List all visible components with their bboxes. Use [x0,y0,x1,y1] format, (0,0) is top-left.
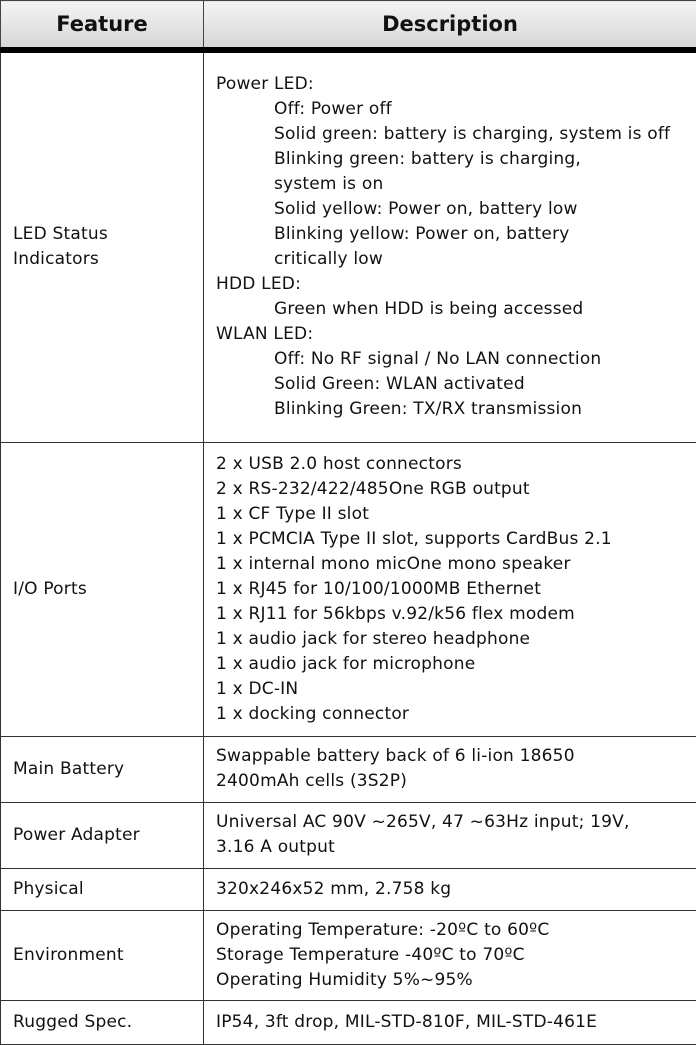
io-port-item: 1 x audio jack for stereo headphone [216,628,531,649]
column-header-feature: Feature [1,1,204,51]
power-led-state: Solid green: battery is charging, system is off [274,124,671,145]
feature-cell-adapter: Power Adapter [1,802,204,868]
feature-cell-led [1,50,204,442]
environment-line: Operating Humidity 5%~95% [216,969,473,990]
feature-label: LED Status [13,224,108,245]
rugged-line: IP54, 3ft drop, MIL-STD-810F, MIL-STD-461E [216,1011,598,1032]
table-row-battery [1,736,696,802]
environment-line: Storage Temperature -40ºC to 70ºC [216,944,525,965]
feature-cell-physical: Physical [1,868,204,910]
adapter-line: 3.16 A output [216,837,335,857]
table-row-io [1,442,696,736]
physical-line: 320x246x52 mm, 2.758 kg [216,878,452,899]
hdd-led-title: HDD LED: [216,274,301,295]
wlan-led-state: Off: No RF signal / No LAN connection [274,349,602,370]
description-cell-physical [204,868,696,910]
table-row-physical [1,868,696,910]
wlan-led-state: Blinking Green: TX/RX transmission [274,399,583,420]
battery-line: Swappable battery back of 6 li-ion 18650 [216,746,575,766]
io-port-item: 1 x PCMCIA Type II slot, supports CardBus 2.1 [216,528,612,549]
description-cell-led [204,50,696,442]
io-port-item: 1 x internal mono micOne mono speaker [216,553,571,574]
table-row-adapter [1,802,696,868]
battery-line: 2400mAh cells (3S2P) [216,771,408,791]
description-cell-adapter [204,802,696,868]
io-port-item: 1 x DC-IN [216,678,299,699]
power-led-title: Power LED: [216,74,314,95]
io-port-item: 1 x RJ11 for 56kbps v.92/k56 flex modem [216,603,575,624]
environment-line: Operating Temperature: -20ºC to 60ºC [216,919,550,940]
power-led-state: Solid yellow: Power on, battery low [274,199,578,220]
table-row-environment [1,910,696,1000]
adapter-line: Universal AC 90V ~265V, 47 ~63Hz input; 19V, [216,812,630,832]
feature-label: Indicators [13,249,99,270]
power-led-state: Blinking green: battery is charging, system is on [274,149,581,195]
description-cell-environment [204,910,696,1000]
table-header-row [1,1,696,51]
hdd-led-state: Green when HDD is being accessed [274,299,584,320]
power-led-state: Off: Power off [274,99,392,120]
wlan-led-title: WLAN LED: [216,324,314,345]
power-led-state: Blinking yellow: Power on, battery critically low [274,224,570,270]
io-port-item: 1 x CF Type II slot [216,503,370,524]
io-port-item: 1 x audio jack for microphone [216,653,476,674]
wlan-led-state: Solid Green: WLAN activated [274,374,525,395]
description-cell-io [204,442,696,736]
table-row-led [1,50,696,442]
feature-cell-environment: Environment [1,910,204,1000]
description-cell-battery [204,736,696,802]
feature-cell-rugged: Rugged Spec. [1,1000,204,1044]
column-header-description: Description [204,1,696,51]
table-row-rugged [1,1000,696,1044]
description-cell-rugged [204,1000,696,1044]
feature-cell-io: I/O Ports [1,442,204,736]
io-port-item: 2 x RS-232/422/485One RGB output [216,478,530,499]
feature-cell-battery: Main Battery [1,736,204,802]
io-port-item: 2 x USB 2.0 host connectors [216,453,462,474]
io-port-item: 1 x RJ45 for 10/100/1000MB Ethernet [216,578,542,599]
io-port-item: 1 x docking connector [216,703,410,724]
